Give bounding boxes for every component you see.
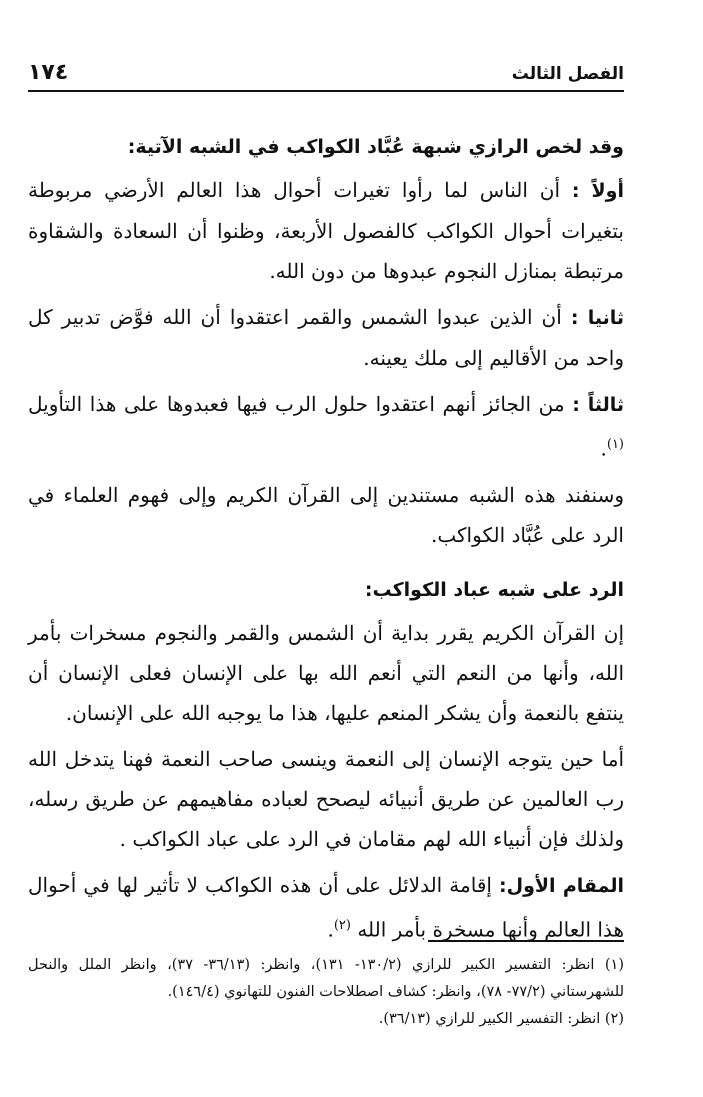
paragraph-quran: إن القرآن الكريم يقرر بداية أن الشمس والقمر والنجوم مسخرات بأمر الله، وأنها من النعم التي أنعم الله بها على الإنسان فعلى الإنسان أن ينتفع بالنعمة وأن يشكر المنعم عليها، هذا ما يوجبه الله على الإنسان. [28, 620, 624, 725]
first-stance-label: المقام الأول: [499, 874, 624, 897]
paragraph-third [28, 384, 624, 469]
footnotes [28, 952, 624, 1033]
third-point-text: من الجائز أنهم اعتقدوا حلول الرب فيها فعبدوها على هذا التأويل [28, 392, 573, 416]
page-header [28, 62, 624, 92]
chapter-title: الفصل الثالث [511, 64, 624, 84]
footnote-ref-2: (٢) [333, 917, 351, 933]
first-point-text: أن الناس لما رأوا تغيرات أحوال هذا العالم الأرضي مربوطة بتغيرات أحوال الكواكب كالفصول الأربعة، وظنوا أن السعادة والشقاوة مرتبطة بمنازل النجوم عبدوها من دون الله. [28, 178, 624, 283]
paragraph-first-stance [28, 865, 624, 950]
footnote-divider [428, 940, 624, 942]
first-point-label: أولاً : [571, 180, 624, 202]
paragraph-second [28, 297, 624, 378]
third-point-label: ثالثاً : [572, 394, 624, 416]
second-point-label: ثانيا : [570, 307, 624, 329]
footnote-1: (١) انظر: التفسير الكبير للرازي (١٣٠/٢- ١٣١)، وانظر: (٣٦/١٣- ٣٧)، وانظر الملل والنحل للشهرستاني (٧٧/٢- ٧٨)، وانظر: كشاف اصطلاحات الفنون للتهانوي (١٤٦/٤). [28, 957, 624, 1000]
footnote-ref-1: (١) [606, 437, 624, 452]
paragraph-prophets: أما حين يتوجه الإنسان إلى النعمة وينسى صاحب النعمة فهنا يتدخل الله رب العالمين عن طريق أنبيائه ليصحح لعباده مفاهيمهم عن طريق رسله، ولذلك فإن أنبياء الله لهم مقامان في الرد على عباد الكواكب . [28, 746, 624, 851]
page-number: ١٧٤ [28, 60, 69, 85]
second-point-text: أن الذين عبدوا الشمس والقمر اعتقدوا أن الله فوَّض تدبير كل واحد من الأقاليم إلى ملك يعينه. [28, 305, 624, 370]
section-heading-summary: وقد لخص الرازي شبهة عُبَّاد الكواكب في الشبه الآتية: [127, 136, 624, 158]
first-stance-text: إقامة الدلائل على أن هذه الكواكب لا تأثير لها في أحوال هذا العالم وأنها مسخرة بأمر الله [28, 872, 624, 942]
third-point-end: . [600, 436, 607, 461]
footnote-2: (٢) انظر: التفسير الكبير للرازي (٣٦/١٣). [378, 1011, 624, 1027]
paragraph-refutation-intro: وسنفند هذه الشبه مستندين إلى القرآن الكريم وإلى فهوم العلماء في الرد على عُبَّاد الكواكب. [28, 482, 624, 547]
main-text [28, 128, 624, 955]
paragraph-first [28, 170, 624, 291]
section-heading-refutation: الرد على شبه عباد الكواكب: [364, 578, 624, 601]
first-stance-end: . [327, 917, 334, 942]
